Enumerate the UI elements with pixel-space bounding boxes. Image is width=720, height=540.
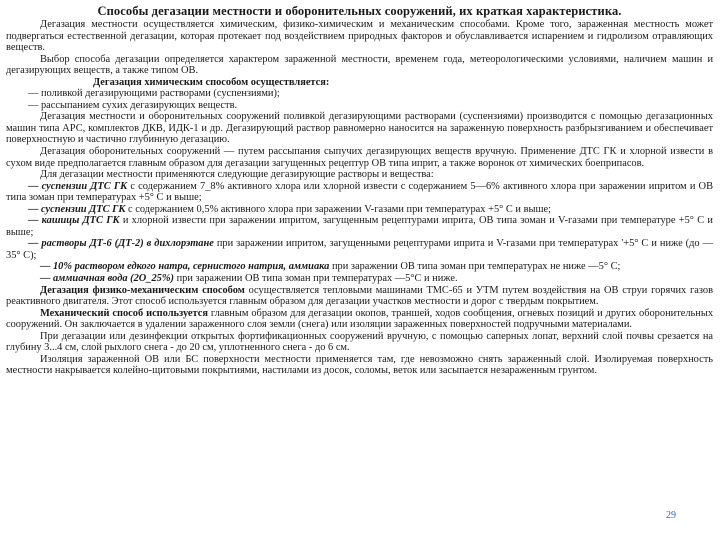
paragraph-choice: Выбор способа дегазации определяется характером зараженной местности, временем года, метеорологическими условиями, наличием машин и дегазирующих веществ, а также типом ОВ. [6,53,713,77]
mechanical-label: Механический способ используется [40,307,208,319]
paragraph-watering: Дегазация местности и оборонительных сооружений поливкой дегазирующими растворами (суспензиями) производится с помощью дегазационных машин типа АРС, комплектов ДКВ, ИДК-1 и др. Дегазирующий раствор равномерно наносится на зараженную поверхность разбрызгиванием и обеспечивает поверхностную и частично глубинную дегазацию. [6,111,713,146]
list-item-chemical-2: — рассыпанием сухих дегазирующих веществ. [28,99,238,111]
paragraph-physico-mechanical [6,285,713,308]
solution-6-text: при заражении ОВ типа зоман при температурах —5°С и ниже. [174,273,458,285]
solution-3-text: и хлорной извести при заражении ипритом, загущенным рецептурами иприта, ОВ типа зоман и V-газами при температуре +5° С и выше; [6,215,713,238]
solution-4-text: при заражении ипритом, загущенными рецептурами иприта и V-газами при температурах '+5° С и ниже (до —35° С); [6,238,713,261]
page-number: 29 [666,510,676,521]
list-item-solution-6 [6,273,713,285]
solution-4-label: — растворы ДТ-6 (ДТ-2) в дихлорэтане [28,238,214,250]
heading-chemical-method: Дегазация химическим способом осуществляется: [93,76,330,88]
physico-mechanical-text: осуществляется тепловыми машинами ТМС-65 и УТМ путем воздействия на ОВ струи горячих газов реактивного двигателя. Этот способ используется главным образом для дегазации участков местности и дорог с твердым покрытием. [6,284,714,308]
paragraph-intro: Дегазация местности осуществляется химическим, физико-химическим и механическим способами. Кроме того, зараженная местность может подвергаться естественной дегазации, которая протекает под воздействием природных факторов и обуславливается испарением и гидролизом отравляющих веществ. [6,19,713,54]
paragraph-solutions-intro: Для дегазации местности применяются следующие дегазирующие растворы и вещества: [40,169,434,181]
solution-2-text: с содержанием 0,5% активного хлора при заражении V-газами при температурах +5° С и выше; [125,203,551,215]
paragraph-mechanical [6,308,713,331]
document-title: Способы дегазации местности и оборонительных сооружений, их краткая характеристика. [97,4,622,18]
solution-2-label: — суспензии ДТС ГК [28,203,126,215]
paragraph-isolation: Изоляция зараженной ОВ или БС поверхности местности применяется там, где невозможно снять зараженный слой. Изолируемая поверхность местности накрывается колейно-щитовыми покрытиями, настилами из досок, соломы, веток или засыпается незараженным грунтом. [6,353,713,377]
paragraph-scattering: Дегазация оборонительных сооружений — путем рассыпания сыпучих дегазирующих веществ вручную. Применение ДТС ГК и хлорной извести в сухом виде предполагается главным образом для дегазации загущенных рецептур ОВ типа иприт, а также воронок от химических боеприпасов. [6,146,713,169]
list-item-solution-3 [6,215,713,238]
mechanical-text: главным образом для дегазации окопов, траншей, ходов сообщения, огневых позиций и других оборонительных сооружений. Он заключается в удалении зараженного слоя земли (снега) или изоляции зараженных поверхностей подручными материалами. [6,307,714,331]
list-item-solution-4 [6,238,713,261]
list-item-solution-2 [6,204,713,216]
physico-mechanical-label: Дегазация физико-механическим способом [40,284,245,296]
list-item-solution-1 [6,181,713,204]
list-item-chemical-1: — поливкой дегазирующими растворами (суспензиями); [28,88,280,100]
solution-3-label: — кашицы ДТС ГК [28,215,120,227]
solution-5-label: — 10% раствором едкого натра, сернистого натрия, аммиака [40,261,330,273]
list-item-solution-5 [6,261,713,273]
solution-1-label: — суспензии ДТС ГК [28,180,128,192]
solution-6-label: — аммиачная вода (2О_25%) [40,273,174,285]
solution-5-text: при заражении ОВ типа зоман при температурах не ниже —5° С; [329,261,621,273]
solution-1-text: с содержанием 7_8% активного хлора или хлорной извести с содержанием 5—6% активного хлора при заражении ипритом и ОВ типа зоман при температурах +5° С и выше; [6,180,713,204]
paragraph-manual: При дегазации или дезинфекции открытых фортификационных сооружений вручную, с помощью саперных лопат, верхний слой почвы срезается на глубину 3...4 см, слой рыхлого снега - до 20 см, уплотненного снега - до 6 см. [6,330,713,354]
